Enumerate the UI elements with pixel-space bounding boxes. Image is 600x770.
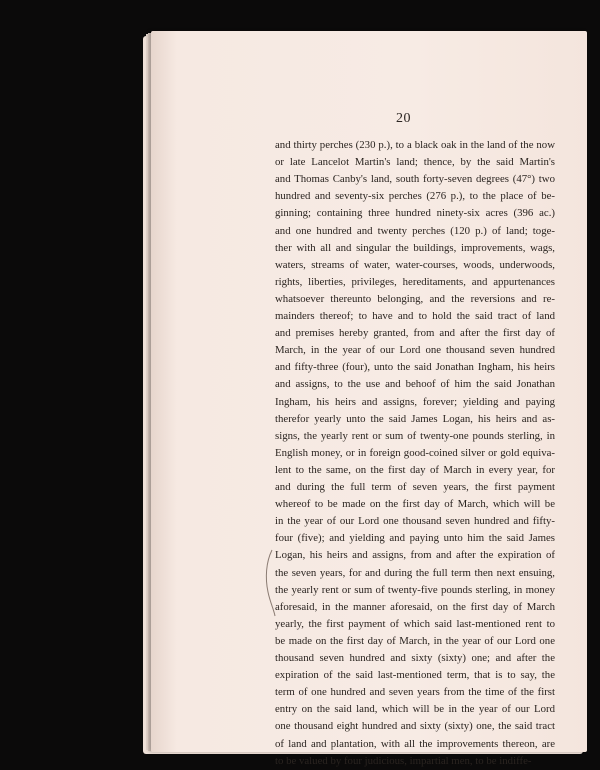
margin-pencil-mark bbox=[262, 548, 278, 618]
text-line: in the year of our Lord one thousand seven hundred and fifty- bbox=[275, 515, 555, 528]
text-line: the yearly rent or sum of twenty-five pounds sterling, in money bbox=[275, 583, 555, 596]
text-line: term of one hundred and seven years from the time of the first bbox=[275, 686, 555, 699]
text-line: signs, the yearly rent or sum of twenty-one pounds sterling, in bbox=[275, 429, 555, 442]
text-line: and assigns, to the use and behoof of him the said Jonathan bbox=[275, 378, 555, 391]
text-line: and Thomas Canby's land, south forty-seven degrees (47°) two bbox=[275, 173, 555, 186]
text-line: and thirty perches (230 p.), to a black oak in the land of the now bbox=[275, 139, 555, 151]
text-line: of land and plantation, with all the improvements thereon, are bbox=[275, 737, 555, 750]
text-line: hundred and seventy-six perches (276 p.), to the place of be- bbox=[275, 190, 555, 203]
text-line: and premises hereby granted, from and after the first day of bbox=[275, 327, 555, 340]
text-line: yearly, the first payment of which said last-mentioned rent to bbox=[275, 617, 555, 630]
text-line: or late Lancelot Martin's land; thence, by the said Martin's bbox=[275, 156, 555, 169]
text-line: one thousand eight hundred and sixty (sixty) one, the said tract bbox=[275, 720, 555, 733]
text-line: four (five); and yielding and paying unto him the said James bbox=[275, 532, 555, 545]
text-line: whereof to be made on the first day of March, which will be bbox=[275, 498, 555, 511]
text-line: entry on the said land, which will be in the year of our Lord bbox=[275, 703, 555, 716]
text-line: be made on the first day of March, in the year of our Lord one bbox=[275, 634, 555, 647]
text-line: expiration of the said last-mentioned term, that is to say, the bbox=[275, 669, 555, 682]
text-line: and during the full term of seven years, the first payment bbox=[275, 481, 555, 493]
text-line: whatsoever thereunto belonging, and the reversions and re- bbox=[275, 292, 555, 305]
page-number: 20 bbox=[396, 111, 411, 126]
text-line: Ingham, his heirs and assigns, forever; yielding and paying bbox=[275, 395, 555, 408]
text-line: waters, streams of water, water-courses, woods, underwoods, bbox=[275, 258, 555, 271]
text-line: rights, liberties, privileges, hereditaments, and appurtenances bbox=[275, 275, 555, 288]
text-line: thousand seven hundred and sixty (sixty) one; and after the bbox=[275, 652, 555, 664]
text-line: therefor yearly unto the said James Logan, his heirs and as- bbox=[275, 412, 555, 425]
text-line: ginning; containing three hundred ninety-six acres (396 ac.) bbox=[275, 207, 555, 220]
text-line: and fifty-three (four), unto the said Jonathan Ingham, his heirs bbox=[275, 361, 555, 374]
text-line: mainders thereof; to have and to hold the said tract of land bbox=[275, 310, 555, 322]
text-line: the seven years, for and during the full term then next ensuing, bbox=[275, 566, 555, 579]
text-line: and one hundred and twenty perches (120 p.) of land; toge- bbox=[275, 224, 555, 237]
text-line: lent to the same, on the first day of March in every year, for bbox=[275, 463, 555, 476]
text-line: aforesaid, in the manner aforesaid, on the first day of March bbox=[275, 600, 555, 613]
text-line: Logan, his heirs and assigns, from and after the expiration of bbox=[275, 549, 555, 562]
text-line: English money, or in foreign good-coined silver or gold equiva- bbox=[275, 446, 555, 459]
text-line: to be valued by four judicious, impartial men, to be indiffe- bbox=[275, 754, 532, 767]
text-line: ther with all and singular the buildings, improvements, wags, bbox=[275, 241, 555, 254]
text-line: March, in the year of our Lord one thousand seven hundred bbox=[275, 344, 555, 357]
